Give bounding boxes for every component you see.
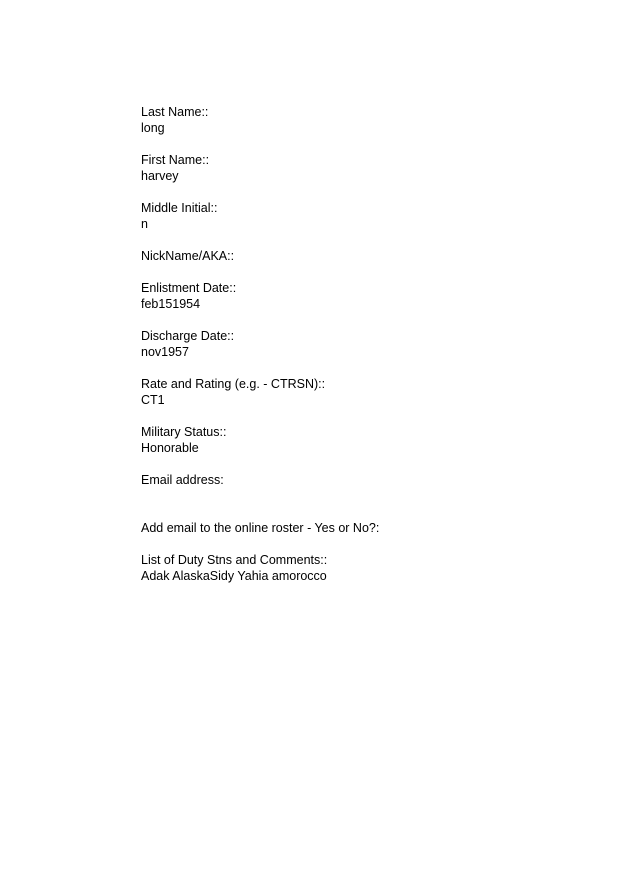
duty-stations-value: Adak AlaskaSidy Yahia amorocco <box>141 569 327 583</box>
rate-rating-value: CT1 <box>141 393 165 407</box>
discharge-date-label: Discharge Date:: <box>141 329 235 343</box>
field-first-name <box>141 152 601 184</box>
first-name-label: First Name:: <box>141 153 210 167</box>
field-last-name <box>141 104 601 136</box>
discharge-date-value: nov1957 <box>141 345 189 359</box>
enlistment-date-value: feb151954 <box>141 297 201 311</box>
first-name-value: harvey <box>141 169 179 183</box>
middle-initial-value: n <box>141 217 148 231</box>
rate-rating-label: Rate and Rating (e.g. - CTRSN):: <box>141 377 326 391</box>
field-enlistment-date <box>141 280 601 312</box>
field-email <box>141 472 601 488</box>
last-name-value: long <box>141 121 165 135</box>
duty-stations-label: List of Duty Stns and Comments:: <box>141 553 328 567</box>
middle-initial-label: Middle Initial:: <box>141 201 218 215</box>
field-duty-stations <box>141 552 601 584</box>
email-label: Email address: <box>141 473 224 487</box>
roster-label: Add email to the online roster - Yes or No?: <box>141 521 380 535</box>
field-middle-initial <box>141 200 601 232</box>
field-rate-rating <box>141 376 601 408</box>
enlistment-date-label: Enlistment Date:: <box>141 281 237 295</box>
military-status-label: Military Status:: <box>141 425 227 439</box>
military-status-value: Honorable <box>141 441 199 455</box>
field-nickname <box>141 248 601 264</box>
form-printout <box>141 104 601 584</box>
field-military-status <box>141 424 601 456</box>
field-roster <box>141 520 601 536</box>
field-discharge-date <box>141 328 601 360</box>
last-name-label: Last Name:: <box>141 105 209 119</box>
nickname-label: NickName/AKA:: <box>141 249 235 263</box>
